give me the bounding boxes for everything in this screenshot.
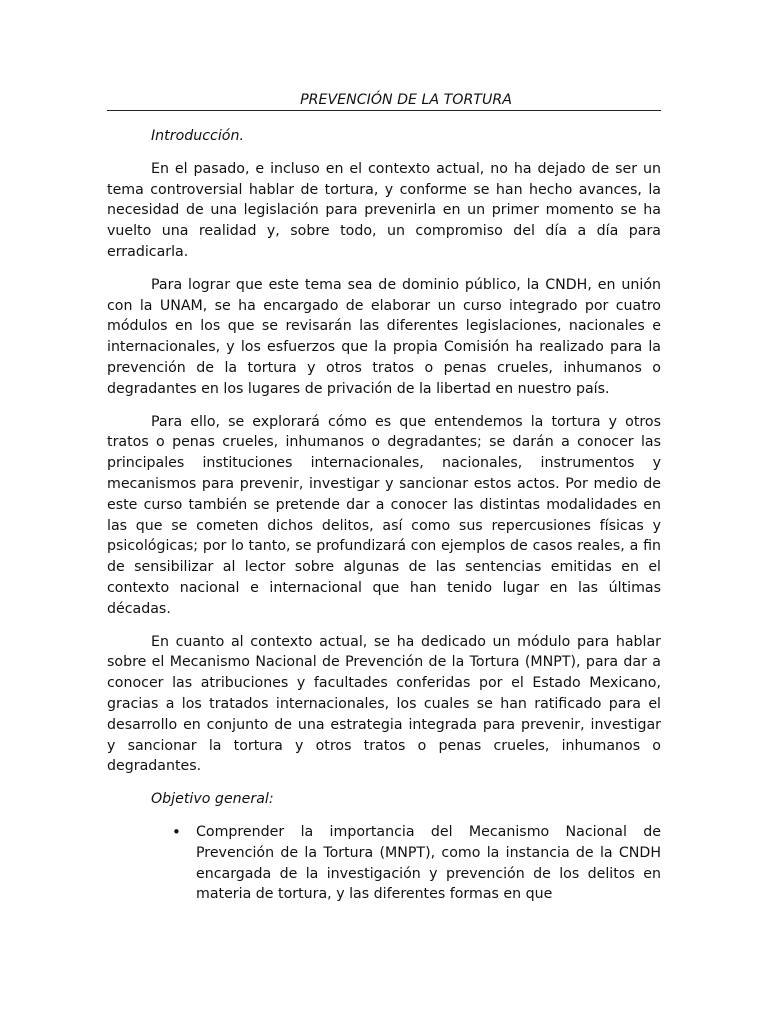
header-divider [107, 110, 661, 111]
page-header-title: PREVENCIÓN DE LA TORTURA [300, 92, 512, 108]
objective-list [107, 822, 661, 905]
paragraph-4: En cuanto al contexto actual, se ha dedicado un módulo para hablar sobre el Mecanismo Nacional de Prevención de la Tortura (MNPT), para dar a conocer las atribuciones y facultades conferidas por el Estado Mexicano, gracias a los tratados internacionales, los cuales se han ratificado para el desarrollo en conjunto de una estrategia integrada para prevenir, investigar y sancionar la tortura y otros tratos o penas crueles, inhumanos o degradantes. [107, 633, 661, 775]
bullet-icon: • [172, 822, 181, 841]
paragraph-3: Para ello, se explorará cómo es que entendemos la tortura y otros tratos o penas crueles, inhumanos o degradantes; se darán a conocer las principales instituciones internacionales, nacionales, instrumentos y mecanismos para prevenir, investigar y sancionar estos actos. Por medio de este curso también se pretende dar a conocer las distintas modalidades en las que se cometen dichos delitos, así como sus repercusiones físicas y psicológicas; por lo tanto, se profundizará con ejemplos de casos reales, a fin de sensibilizar al lector sobre algunas de las sentencias emitidas en el contexto nacional e internacional que han tenido lugar en las últimas décadas. [107, 413, 661, 617]
objective-heading: Objetivo general: [151, 791, 274, 808]
list-item-text: Comprender la importancia del Mecanismo Nacional de Prevención de la Tortura (MNPT), como la instancia de la CNDH encargada de la investigación y prevención de los delitos en materia de tortura, y las diferentes formas en que [196, 823, 661, 903]
intro-heading: Introducción. [151, 128, 244, 144]
list-item [107, 822, 661, 905]
paragraph-1: En el pasado, e incluso en el contexto actual, no ha dejado de ser un tema controversial hablar de tortura, y conforme se han hecho avances, la necesidad de una legislación para prevenirla en un primer momento se ha vuelto una realidad y, sobre todo, un compromiso del día a día para erradicarla. [107, 160, 661, 260]
paragraph-2: Para lograr que este tema sea de dominio público, la CNDH, en unión con la UNAM, se ha encargado de elaborar un curso integrado por cuatro módulos en los que se revisarán las diferentes legislaciones, nacionales e internacionales, y los esfuerzos que la propia Comisión ha realizado para la prevención de la tortura y otros tratos o penas crueles, inhumanos o degradantes en los lugares de privación de la libertad en nuestro país. [107, 276, 661, 397]
document-body [107, 126, 661, 905]
